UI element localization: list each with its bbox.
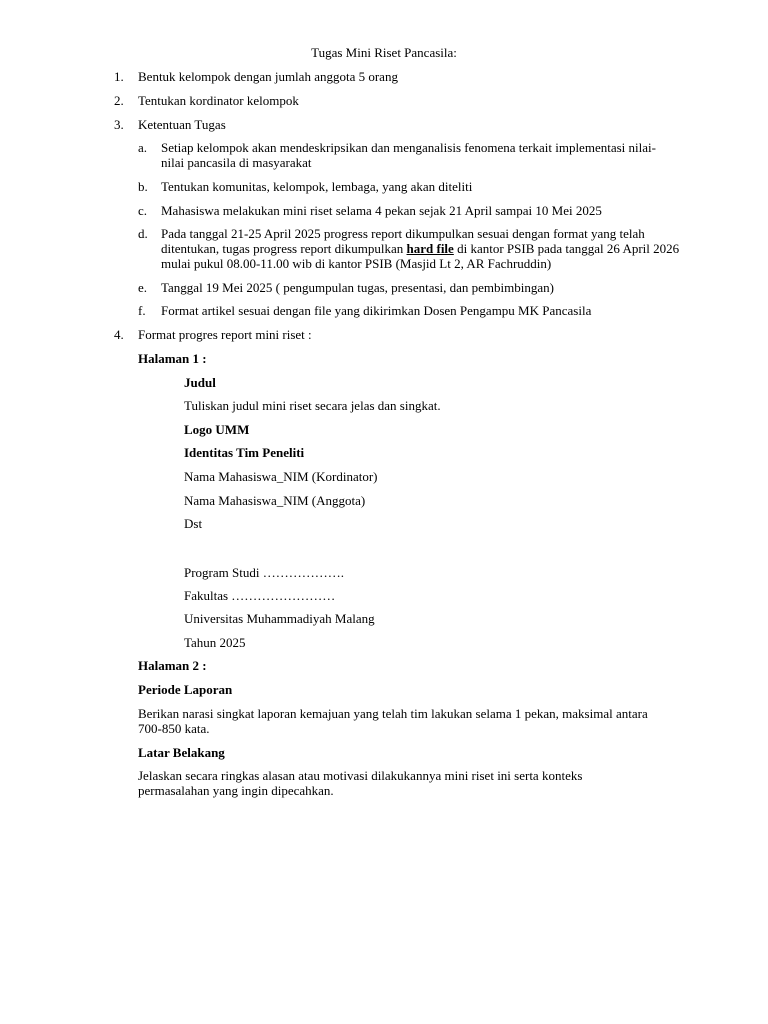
hard-file-emphasis: hard file [406,241,454,256]
latar-instruction: Jelaskan secara ringkas alasan atau motivasi dilakukannya mini riset ini serta konteks permasalahan yang ingin dipecahkan. [138,768,583,798]
sublist-item-text: Tanggal 19 Mei 2025 ( pengumpulan tugas, presentasi, dan pembimbingan) [161,280,554,295]
list-number: 4. [114,327,124,342]
fakultas: Fakultas …………………… [184,588,336,603]
sublist-item-text: Format artikel sesuai dengan file yang dikirimkan Dosen Pengampu MK Pancasila [161,303,592,318]
periode-label: Periode Laporan [138,682,233,697]
list-number: 2. [114,93,124,108]
sublist-item-text: Setiap kelompok akan mendeskripsikan dan menganalisis fenomena terkait implementasi nilai-nilai pancasila di masyarakat [161,140,656,170]
dst-text: Dst [184,516,203,531]
latar-label: Latar Belakang [138,745,225,760]
sublist-letter: d. [138,226,148,241]
judul-instruction: Tuliskan judul mini riset secara jelas dan singkat. [184,398,441,413]
text-segment: di kantor PSIB pada tanggal 26 April 2026 mulai pukul 08.00-11.00 wib di kantor PSIB (Masjid Lt 2, AR Fachruddin) [161,241,680,271]
list-item-text: Bentuk kelompok dengan jumlah anggota 5 orang [138,69,398,84]
list-item-text: Format progres report mini riset : [138,327,312,342]
list-number: 3. [114,117,124,132]
tahun: Tahun 2025 [184,635,246,650]
member-coordinator: Nama Mahasiswa_NIM (Kordinator) [184,469,378,484]
section-heading-halaman-2: Halaman 2 : [138,658,207,673]
program-studi: Program Studi ………………. [184,565,344,580]
sublist-item-text [161,226,681,271]
sublist-letter: c. [138,203,148,218]
periode-instruction: Berikan narasi singkat laporan kemajuan yang telah tim lakukan selama 1 pekan, maksimal antara 700-850 kata. [138,706,648,736]
list-number: 1. [114,69,124,84]
document-title: Tugas Mini Riset Pancasila: [311,45,457,60]
text-segment: Pada tanggal 21-25 April 2025 progress report dikumpulkan sesuai dengan format yang telah ditentukan, tugas progress report dikumpulkan [161,226,645,256]
sublist-letter: a. [138,140,148,155]
section-heading-halaman-1: Halaman 1 : [138,351,207,366]
member-anggota: Nama Mahasiswa_NIM (Anggota) [184,493,366,508]
sublist-letter: e. [138,280,148,295]
list-item-text: Ketentuan Tugas [138,117,226,132]
list-item-text: Tentukan kordinator kelompok [138,93,299,108]
sublist-letter: b. [138,179,148,194]
judul-label: Judul [184,375,216,390]
sublist-item-text: Tentukan komunitas, kelompok, lembaga, yang akan diteliti [161,179,473,194]
identitas-label: Identitas Tim Peneliti [184,445,305,460]
logo-label: Logo UMM [184,422,250,437]
sublist-item-text: Mahasiswa melakukan mini riset selama 4 pekan sejak 21 April sampai 10 Mei 2025 [161,203,602,218]
universitas: Universitas Muhammadiyah Malang [184,611,375,626]
sublist-letter: f. [138,303,146,318]
